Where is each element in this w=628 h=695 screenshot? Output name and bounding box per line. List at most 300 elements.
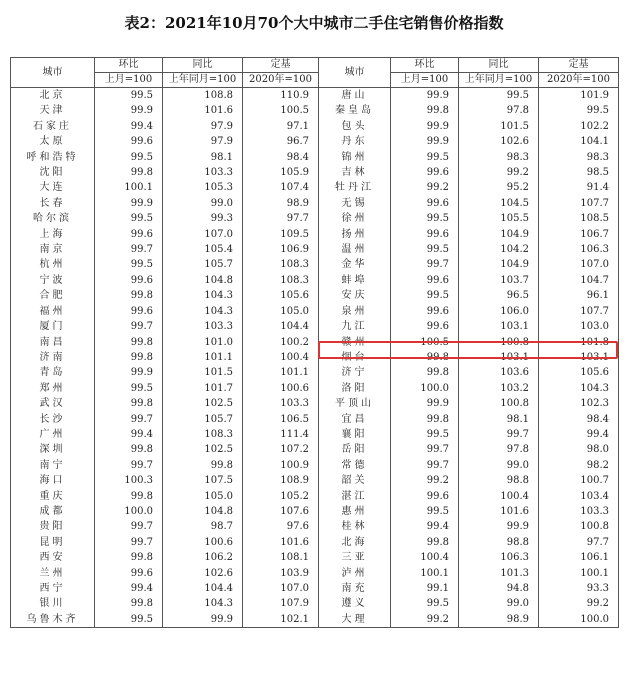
table-row <box>11 442 619 457</box>
city-cell: 常德 <box>319 458 391 473</box>
mom-cell: 99.5 <box>95 612 163 628</box>
fixed-cell: 96.7 <box>243 134 319 149</box>
city-cell: 南宁 <box>11 458 95 473</box>
yoy-cell: 96.5 <box>459 288 539 303</box>
mom-cell: 99.5 <box>391 288 459 303</box>
header-fixed-base-right: 2020年=100 <box>539 73 619 88</box>
city-cell: 银川 <box>11 596 95 611</box>
fixed-cell: 99.5 <box>539 103 619 118</box>
mom-cell: 99.6 <box>391 319 459 334</box>
yoy-cell: 103.2 <box>459 381 539 396</box>
yoy-cell: 104.5 <box>459 196 539 211</box>
table-row <box>11 273 619 288</box>
mom-cell: 99.9 <box>391 134 459 149</box>
city-cell: 三亚 <box>319 550 391 565</box>
mom-cell: 99.7 <box>391 458 459 473</box>
fixed-cell: 100.7 <box>539 473 619 488</box>
table-row <box>11 458 619 473</box>
city-cell: 西安 <box>11 550 95 565</box>
table-title: 表2：2021年10月70个大中城市二手住宅销售价格指数 <box>124 14 504 32</box>
mom-cell: 99.6 <box>391 196 459 211</box>
yoy-cell: 104.9 <box>459 227 539 242</box>
fixed-cell: 98.9 <box>243 196 319 211</box>
fixed-cell: 106.5 <box>243 412 319 427</box>
fixed-cell: 103.3 <box>243 396 319 411</box>
table-row <box>11 489 619 504</box>
yoy-cell: 102.6 <box>163 566 243 581</box>
city-cell: 昆明 <box>11 535 95 550</box>
fixed-cell: 100.2 <box>243 335 319 350</box>
city-cell: 郑州 <box>11 381 95 396</box>
table-row <box>11 150 619 165</box>
table-row <box>11 242 619 257</box>
mom-cell: 100.4 <box>391 550 459 565</box>
fixed-cell: 108.9 <box>243 473 319 488</box>
city-cell: 安庆 <box>319 288 391 303</box>
city-cell: 大理 <box>319 612 391 628</box>
fixed-cell: 101.8 <box>539 335 619 350</box>
mom-cell: 99.5 <box>95 211 163 226</box>
yoy-cell: 99.5 <box>459 88 539 104</box>
fixed-cell: 104.1 <box>539 134 619 149</box>
city-cell: 武汉 <box>11 396 95 411</box>
city-cell: 兰州 <box>11 566 95 581</box>
yoy-cell: 98.1 <box>163 150 243 165</box>
yoy-cell: 105.0 <box>163 489 243 504</box>
mom-cell: 100.0 <box>391 381 459 396</box>
city-cell: 太原 <box>11 134 95 149</box>
header-yoy-right: 同比 <box>459 58 539 73</box>
city-cell: 扬州 <box>319 227 391 242</box>
yoy-cell: 97.8 <box>459 103 539 118</box>
yoy-cell: 105.7 <box>163 412 243 427</box>
mom-cell: 99.8 <box>95 335 163 350</box>
fixed-cell: 108.5 <box>539 211 619 226</box>
fixed-cell: 100.9 <box>243 458 319 473</box>
table-row <box>11 596 619 611</box>
city-cell: 吉林 <box>319 165 391 180</box>
yoy-cell: 103.3 <box>163 319 243 334</box>
yoy-cell: 101.5 <box>163 365 243 380</box>
mom-cell: 99.6 <box>95 566 163 581</box>
city-cell: 南充 <box>319 581 391 596</box>
table-row <box>11 535 619 550</box>
yoy-cell: 104.8 <box>163 273 243 288</box>
fixed-cell: 109.5 <box>243 227 319 242</box>
yoy-cell: 98.9 <box>459 612 539 628</box>
table-row <box>11 427 619 442</box>
city-cell: 南昌 <box>11 335 95 350</box>
city-cell: 平顶山 <box>319 396 391 411</box>
fixed-cell: 102.1 <box>243 612 319 628</box>
mom-cell: 100.3 <box>95 473 163 488</box>
city-cell: 锦州 <box>319 150 391 165</box>
mom-cell: 99.6 <box>95 273 163 288</box>
yoy-cell: 105.3 <box>163 180 243 195</box>
mom-cell: 99.8 <box>391 103 459 118</box>
yoy-cell: 98.3 <box>459 150 539 165</box>
yoy-cell: 98.8 <box>459 473 539 488</box>
yoy-cell: 105.7 <box>163 257 243 272</box>
fixed-cell: 98.5 <box>539 165 619 180</box>
yoy-cell: 102.6 <box>459 134 539 149</box>
table-row <box>11 88 619 104</box>
mom-cell: 99.2 <box>391 473 459 488</box>
city-cell: 韶关 <box>319 473 391 488</box>
yoy-cell: 103.1 <box>459 319 539 334</box>
yoy-cell: 99.0 <box>459 596 539 611</box>
header-mom-base-left: 上月=100 <box>95 73 163 88</box>
city-cell: 赣州 <box>319 335 391 350</box>
mom-cell: 99.5 <box>391 427 459 442</box>
mom-cell: 99.8 <box>95 550 163 565</box>
city-cell: 青岛 <box>11 365 95 380</box>
city-cell: 岳阳 <box>319 442 391 457</box>
city-cell: 金华 <box>319 257 391 272</box>
table-row <box>11 211 619 226</box>
yoy-cell: 107.0 <box>163 227 243 242</box>
header-yoy-left: 同比 <box>163 58 243 73</box>
yoy-cell: 105.5 <box>459 211 539 226</box>
yoy-cell: 101.6 <box>459 504 539 519</box>
yoy-cell: 104.3 <box>163 304 243 319</box>
fixed-cell: 99.4 <box>539 427 619 442</box>
mom-cell: 99.5 <box>95 257 163 272</box>
fixed-cell: 111.4 <box>243 427 319 442</box>
yoy-cell: 102.5 <box>163 396 243 411</box>
city-cell: 北京 <box>11 88 95 104</box>
fixed-cell: 107.4 <box>243 180 319 195</box>
city-cell: 天津 <box>11 103 95 118</box>
yoy-cell: 101.0 <box>163 335 243 350</box>
yoy-cell: 99.3 <box>163 211 243 226</box>
yoy-cell: 101.6 <box>163 103 243 118</box>
fixed-cell: 93.3 <box>539 581 619 596</box>
mom-cell: 99.5 <box>391 504 459 519</box>
fixed-cell: 105.2 <box>243 489 319 504</box>
mom-cell: 100.0 <box>95 504 163 519</box>
table-row <box>11 103 619 118</box>
city-cell: 唐山 <box>319 88 391 104</box>
fixed-cell: 105.6 <box>539 365 619 380</box>
yoy-cell: 99.2 <box>459 165 539 180</box>
yoy-cell: 100.8 <box>459 396 539 411</box>
city-cell: 九江 <box>319 319 391 334</box>
city-cell: 宜昌 <box>319 412 391 427</box>
mom-cell: 100.5 <box>391 335 459 350</box>
city-cell: 哈尔滨 <box>11 211 95 226</box>
city-cell: 贵阳 <box>11 519 95 534</box>
yoy-cell: 106.2 <box>163 550 243 565</box>
fixed-cell: 108.3 <box>243 257 319 272</box>
fixed-cell: 107.7 <box>539 196 619 211</box>
yoy-cell: 99.9 <box>163 612 243 628</box>
mom-cell: 99.1 <box>391 581 459 596</box>
mom-cell: 99.5 <box>391 150 459 165</box>
fixed-cell: 97.7 <box>539 535 619 550</box>
fixed-cell: 102.3 <box>539 396 619 411</box>
mom-cell: 99.4 <box>95 581 163 596</box>
city-cell: 长春 <box>11 196 95 211</box>
fixed-cell: 103.0 <box>539 319 619 334</box>
yoy-cell: 98.8 <box>459 535 539 550</box>
mom-cell: 99.7 <box>95 319 163 334</box>
fixed-cell: 98.3 <box>539 150 619 165</box>
city-cell: 湛江 <box>319 489 391 504</box>
yoy-cell: 102.5 <box>163 442 243 457</box>
header-mom-left: 环比 <box>95 58 163 73</box>
yoy-cell: 100.4 <box>459 489 539 504</box>
city-cell: 厦门 <box>11 319 95 334</box>
mom-cell: 99.5 <box>391 596 459 611</box>
yoy-cell: 104.3 <box>163 596 243 611</box>
fixed-cell: 107.2 <box>243 442 319 457</box>
fixed-cell: 101.6 <box>243 535 319 550</box>
city-cell: 徐州 <box>319 211 391 226</box>
city-cell: 宁波 <box>11 273 95 288</box>
mom-cell: 99.6 <box>391 304 459 319</box>
mom-cell: 99.7 <box>391 257 459 272</box>
mom-cell: 99.9 <box>391 396 459 411</box>
mom-cell: 99.7 <box>95 458 163 473</box>
mom-cell: 99.6 <box>391 273 459 288</box>
fixed-cell: 97.1 <box>243 119 319 134</box>
city-cell: 上海 <box>11 227 95 242</box>
mom-cell: 99.9 <box>391 88 459 104</box>
fixed-cell: 105.6 <box>243 288 319 303</box>
mom-cell: 99.4 <box>391 519 459 534</box>
mom-cell: 99.6 <box>391 227 459 242</box>
fixed-cell: 103.1 <box>539 350 619 365</box>
table-row <box>11 550 619 565</box>
header-fixed-base-left: 2020年=100 <box>243 73 319 88</box>
fixed-cell: 110.9 <box>243 88 319 104</box>
table-row <box>11 519 619 534</box>
fixed-cell: 106.7 <box>539 227 619 242</box>
mom-cell: 99.7 <box>95 242 163 257</box>
header-mom-right: 环比 <box>391 58 459 73</box>
table-row <box>11 396 619 411</box>
fixed-cell: 106.1 <box>539 550 619 565</box>
table-row <box>11 581 619 596</box>
fixed-cell: 103.3 <box>539 504 619 519</box>
fixed-cell: 99.2 <box>539 596 619 611</box>
city-cell: 包头 <box>319 119 391 134</box>
fixed-cell: 100.8 <box>539 519 619 534</box>
table-row <box>11 196 619 211</box>
fixed-cell: 107.6 <box>243 504 319 519</box>
fixed-cell: 104.3 <box>539 381 619 396</box>
table-row <box>11 319 619 334</box>
mom-cell: 99.8 <box>391 412 459 427</box>
yoy-cell: 100.8 <box>459 335 539 350</box>
fixed-cell: 100.5 <box>243 103 319 118</box>
city-cell: 秦皇岛 <box>319 103 391 118</box>
mom-cell: 99.5 <box>95 150 163 165</box>
yoy-cell: 99.9 <box>459 519 539 534</box>
yoy-cell: 101.1 <box>163 350 243 365</box>
fixed-cell: 105.0 <box>243 304 319 319</box>
yoy-cell: 99.8 <box>163 458 243 473</box>
yoy-cell: 97.9 <box>163 134 243 149</box>
mom-cell: 99.8 <box>95 396 163 411</box>
table-row <box>11 473 619 488</box>
mom-cell: 99.9 <box>391 119 459 134</box>
mom-cell: 99.4 <box>95 427 163 442</box>
yoy-cell: 108.8 <box>163 88 243 104</box>
fixed-cell: 100.1 <box>539 566 619 581</box>
mom-cell: 99.8 <box>95 165 163 180</box>
table-row <box>11 365 619 380</box>
table-row <box>11 227 619 242</box>
fixed-cell: 97.6 <box>243 519 319 534</box>
mom-cell: 99.6 <box>95 304 163 319</box>
city-cell: 南京 <box>11 242 95 257</box>
yoy-cell: 107.5 <box>163 473 243 488</box>
city-cell: 大连 <box>11 180 95 195</box>
mom-cell: 99.7 <box>391 442 459 457</box>
city-cell: 襄阳 <box>319 427 391 442</box>
mom-cell: 99.5 <box>95 88 163 104</box>
city-cell: 泸州 <box>319 566 391 581</box>
fixed-cell: 102.2 <box>539 119 619 134</box>
city-cell: 杭州 <box>11 257 95 272</box>
yoy-cell: 103.7 <box>459 273 539 288</box>
city-cell: 泉州 <box>319 304 391 319</box>
yoy-cell: 101.5 <box>459 119 539 134</box>
table-row <box>11 180 619 195</box>
mom-cell: 99.8 <box>391 350 459 365</box>
city-cell: 济南 <box>11 350 95 365</box>
table-row <box>11 504 619 519</box>
fixed-cell: 105.9 <box>243 165 319 180</box>
mom-cell: 99.8 <box>95 596 163 611</box>
mom-cell: 99.8 <box>391 365 459 380</box>
yoy-cell: 98.1 <box>459 412 539 427</box>
yoy-cell: 99.0 <box>163 196 243 211</box>
city-cell: 深圳 <box>11 442 95 457</box>
fixed-cell: 107.0 <box>243 581 319 596</box>
city-cell: 广州 <box>11 427 95 442</box>
header-city-left: 城市 <box>11 58 95 88</box>
city-cell: 牡丹江 <box>319 180 391 195</box>
yoy-cell: 101.7 <box>163 381 243 396</box>
mom-cell: 99.6 <box>95 134 163 149</box>
fixed-cell: 98.2 <box>539 458 619 473</box>
mom-cell: 99.4 <box>95 119 163 134</box>
city-cell: 石家庄 <box>11 119 95 134</box>
yoy-cell: 99.7 <box>459 427 539 442</box>
fixed-cell: 104.4 <box>243 319 319 334</box>
city-cell: 沈阳 <box>11 165 95 180</box>
table-row <box>11 304 619 319</box>
mom-cell: 99.5 <box>391 211 459 226</box>
mom-cell: 99.2 <box>391 180 459 195</box>
city-cell: 乌鲁木齐 <box>11 612 95 628</box>
fixed-cell: 98.4 <box>243 150 319 165</box>
fixed-cell: 100.0 <box>539 612 619 628</box>
yoy-cell: 103.6 <box>459 365 539 380</box>
fixed-cell: 101.1 <box>243 365 319 380</box>
yoy-cell: 106.3 <box>459 550 539 565</box>
mom-cell: 99.9 <box>95 365 163 380</box>
city-cell: 长沙 <box>11 412 95 427</box>
city-cell: 烟台 <box>319 350 391 365</box>
mom-cell: 99.8 <box>95 350 163 365</box>
header-city-right: 城市 <box>319 58 391 88</box>
fixed-cell: 106.9 <box>243 242 319 257</box>
yoy-cell: 101.3 <box>459 566 539 581</box>
mom-cell: 99.8 <box>95 288 163 303</box>
fixed-cell: 108.1 <box>243 550 319 565</box>
header-mom-base-right: 上月=100 <box>391 73 459 88</box>
fixed-cell: 104.7 <box>539 273 619 288</box>
yoy-cell: 106.0 <box>459 304 539 319</box>
header-yoy-base-right: 上年同月=100 <box>459 73 539 88</box>
yoy-cell: 104.2 <box>459 242 539 257</box>
mom-cell: 99.7 <box>95 412 163 427</box>
yoy-cell: 108.3 <box>163 427 243 442</box>
header-fixed-left: 定基 <box>243 58 319 73</box>
fixed-cell: 107.0 <box>539 257 619 272</box>
city-cell: 洛阳 <box>319 381 391 396</box>
fixed-cell: 103.4 <box>539 489 619 504</box>
table-row <box>11 566 619 581</box>
table-row <box>11 165 619 180</box>
mom-cell: 99.8 <box>391 535 459 550</box>
fixed-cell: 96.1 <box>539 288 619 303</box>
fixed-cell: 107.7 <box>539 304 619 319</box>
yoy-cell: 100.6 <box>163 535 243 550</box>
mom-cell: 99.2 <box>391 612 459 628</box>
yoy-cell: 103.1 <box>459 350 539 365</box>
highlight-box <box>318 341 618 359</box>
table-row <box>11 612 619 628</box>
mom-cell: 99.6 <box>391 165 459 180</box>
city-cell: 蚌埠 <box>319 273 391 288</box>
mom-cell: 100.1 <box>95 180 163 195</box>
table-row <box>11 257 619 272</box>
yoy-cell: 104.4 <box>163 581 243 596</box>
yoy-cell: 103.3 <box>163 165 243 180</box>
mom-cell: 99.9 <box>95 196 163 211</box>
yoy-cell: 94.8 <box>459 581 539 596</box>
fixed-cell: 98.0 <box>539 442 619 457</box>
mom-cell: 99.5 <box>391 242 459 257</box>
yoy-cell: 104.3 <box>163 288 243 303</box>
city-cell: 济宁 <box>319 365 391 380</box>
mom-cell: 99.7 <box>95 535 163 550</box>
fixed-cell: 100.4 <box>243 350 319 365</box>
city-cell: 无锡 <box>319 196 391 211</box>
yoy-cell: 104.9 <box>459 257 539 272</box>
table-row <box>11 288 619 303</box>
city-cell: 合肥 <box>11 288 95 303</box>
fixed-cell: 107.9 <box>243 596 319 611</box>
yoy-cell: 99.0 <box>459 458 539 473</box>
header-yoy-base-left: 上年同月=100 <box>163 73 243 88</box>
city-cell: 福州 <box>11 304 95 319</box>
mom-cell: 100.1 <box>391 566 459 581</box>
table-row <box>11 381 619 396</box>
mom-cell: 99.8 <box>95 489 163 504</box>
table-row <box>11 412 619 427</box>
fixed-cell: 106.3 <box>539 242 619 257</box>
mom-cell: 99.6 <box>391 489 459 504</box>
fixed-cell: 97.7 <box>243 211 319 226</box>
city-cell: 遵义 <box>319 596 391 611</box>
city-cell: 北海 <box>319 535 391 550</box>
